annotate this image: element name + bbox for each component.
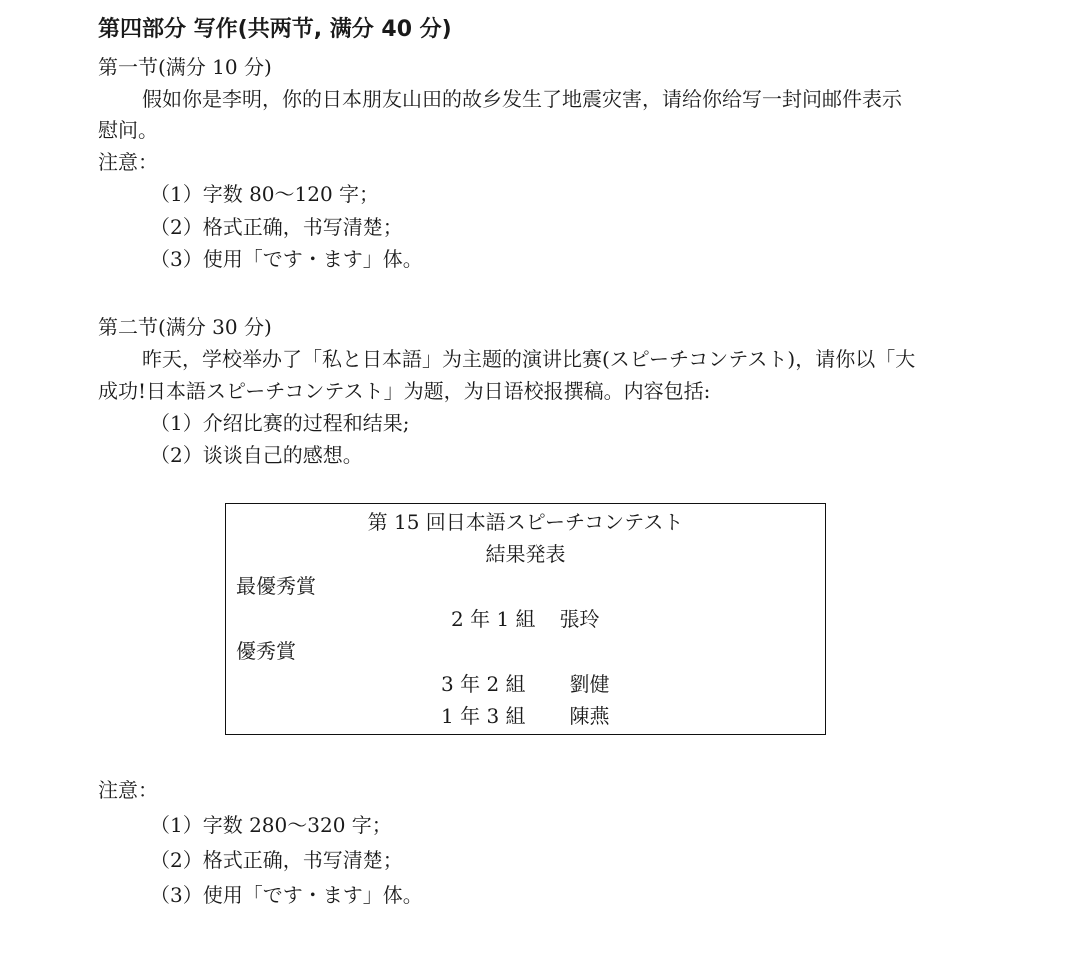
section2-note-2: （2）格式正确，书写清楚；: [150, 848, 403, 872]
section1-note-3: （3）使用「です・ます」体。: [150, 247, 423, 271]
award2-winner-2: [441, 704, 610, 728]
section2-item-2: （2）谈谈自己的感想。: [150, 443, 363, 467]
award1-label: 最優秀賞: [236, 574, 316, 598]
section1-note-1: （1）字数 80～120 字；: [150, 182, 380, 206]
page-title: 第四部分 写作(共两节, 满分 40 分): [98, 17, 452, 42]
section2-notes-label: 注意：: [98, 778, 158, 802]
section2-note-3: （3）使用「です・ます」体。: [150, 883, 423, 907]
winner-class: 2 年 1 組: [451, 607, 536, 631]
winner-name: 張玲: [559, 607, 600, 631]
results-title: 第 15 回日本語スピーチコンテスト: [367, 510, 684, 534]
section2-heading: 第二节(满分 30 分): [98, 315, 272, 339]
section1-prompt-line1: 假如你是李明，你的日本朋友山田的故乡发生了地震灾害，请给你给写一封问邮件表示: [142, 87, 902, 111]
results-subtitle: 結果発表: [485, 542, 566, 566]
section2-item-1: （1）介绍比赛的过程和结果;: [150, 411, 410, 435]
winner-name: 陳燕: [569, 704, 610, 728]
award2-label: 優秀賞: [236, 639, 296, 663]
winner-class: 1 年 3 組: [441, 704, 526, 728]
winner-name: 劉健: [569, 672, 610, 696]
section2-prompt-line1: 昨天，学校举办了「私と日本語」为主题的演讲比赛(スピーチコンテスト)，请你以「大: [142, 347, 916, 371]
results-box: [225, 503, 826, 735]
section2-note-1: （1）字数 280～320 字；: [150, 813, 392, 837]
award1-winner: [451, 607, 600, 631]
section1-notes-label: 注意：: [98, 150, 158, 174]
section1-prompt-line2: 慰问。: [98, 118, 158, 142]
winner-class: 3 年 2 組: [441, 672, 526, 696]
section2-prompt-line2: 成功!日本語スピーチコンテスト」为题，为日语校报撰稿。内容包括:: [98, 379, 711, 403]
award2-winner-1: [441, 672, 610, 696]
section1-note-2: （2）格式正确，书写清楚；: [150, 215, 403, 239]
section1-heading: 第一节(满分 10 分): [98, 55, 272, 79]
